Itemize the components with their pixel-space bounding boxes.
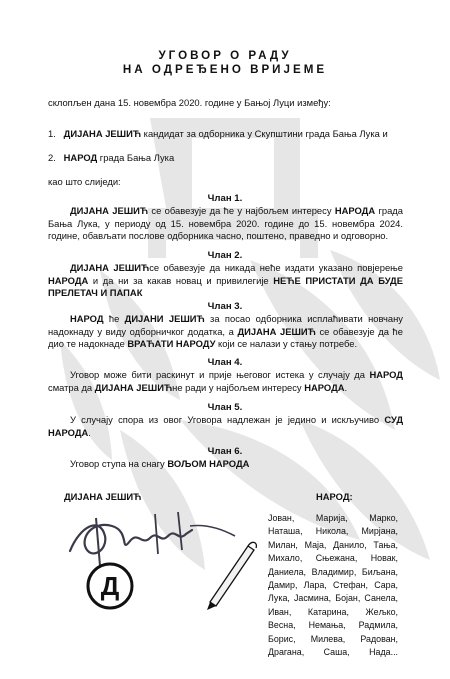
signature-label-left: ДИЈАНА ЈЕШИЋ bbox=[64, 491, 142, 502]
article-1-text: ДИЈАНА ЈЕШИЋ се обавезује да ће у најбољем интересу НАРОДА града Бања Лука, у периоду од 15. новембра 2020. године до 15. новембра 2024. године, обављати послове одборника часно, поштено, праведно и одговорно. bbox=[48, 205, 403, 242]
list-item: Михало, Сњежана, Новак, bbox=[268, 553, 398, 564]
list-item: Дамир, Лара, Стефан, Сара, bbox=[268, 580, 398, 591]
article-4-text: Уговор може бити раскинут и прије његовог истека у случају да НАРОД сматра да ДИЈАНА ЈЕШИЋне ради у најбољем интересу НАРОДА. bbox=[48, 369, 403, 393]
list-item: Наташа, Никола, Мирјана, bbox=[268, 526, 398, 537]
list-item: Јован, Марија, Марко, bbox=[268, 513, 398, 523]
list-item: Даниела, Владимир, Биљана, bbox=[268, 566, 398, 577]
logo-letter: Д bbox=[100, 571, 120, 601]
article-5-heading: Члан 5. bbox=[207, 402, 243, 413]
list-item: Драгана, Саша, Нада... bbox=[268, 647, 398, 658]
document-subtitle: НА ОДРЕЂЕНО ВРИЈЕМЕ bbox=[122, 63, 328, 76]
intro-line: склопљен дана 15. новембра 2020. године у Бањој Луци између: bbox=[48, 97, 331, 108]
party-2-name: НАРОД bbox=[63, 152, 98, 163]
article-3-heading: Члан 3. bbox=[207, 301, 243, 312]
article-6-heading: Члан 6. bbox=[207, 446, 243, 457]
list-item: Лука, Јасмина, Бојан, Санела, bbox=[268, 593, 398, 604]
document-title: УГОВОР О РАДУ bbox=[158, 49, 292, 62]
list-item: Милан, Маја, Данило, Тања, bbox=[268, 539, 398, 550]
list-item: Иван, Катарина, Жељко, bbox=[268, 606, 398, 617]
article-2-text: ДИЈАНА ЈЕШИЋсе обавезује да никада неће издати указано повјерење НАРОДА и да ни за какав новац и привилегије НЕЋЕ ПРИСТАТИ ДА БУДЕ ПРЕЛЕТАЧ И ПАПАК bbox=[48, 262, 403, 299]
article-5-text: У случају спора из овог Уговора надлежан је једино и искључиво СУД НАРОДА. bbox=[48, 414, 403, 438]
party-1-name: ДИЈАНА ЈЕШИЋ bbox=[63, 128, 142, 139]
as-follows: као што слиједи: bbox=[48, 176, 121, 187]
article-2-heading: Члан 2. bbox=[207, 250, 243, 261]
people-names-list bbox=[268, 512, 398, 659]
article-3-text: НАРОД ће ДИЈАНИ ЈЕШИЋ за посао одборника исплаћивати новчану надокнаду у виду одборничког додатка, а ДИЈАНА ЈЕШИЋ се обавезује да ће дио те надокнаде ВРАЋАТИ НАРОДУ који се налази у стању потребе. bbox=[48, 313, 403, 350]
list-item: Борис, Милева, Радован, bbox=[268, 633, 398, 644]
article-4-heading: Члан 4. bbox=[207, 357, 243, 368]
article-1-heading: Члан 1. bbox=[207, 193, 243, 204]
article-6-text: Уговор ступа на снагу ВОЉОМ НАРОДА bbox=[70, 458, 250, 469]
signature-label-right: НАРОД: bbox=[316, 491, 353, 502]
party-2: 2. НАРОД града Бања Лука bbox=[48, 152, 175, 163]
list-item: Весна, Немања, Радмила, bbox=[268, 620, 398, 631]
party-1: 1. ДИЈАНА ЈЕШИЋ кандидат за одборника у Скупштини града Бања Лука и bbox=[48, 128, 388, 139]
signature-image bbox=[60, 506, 260, 614]
